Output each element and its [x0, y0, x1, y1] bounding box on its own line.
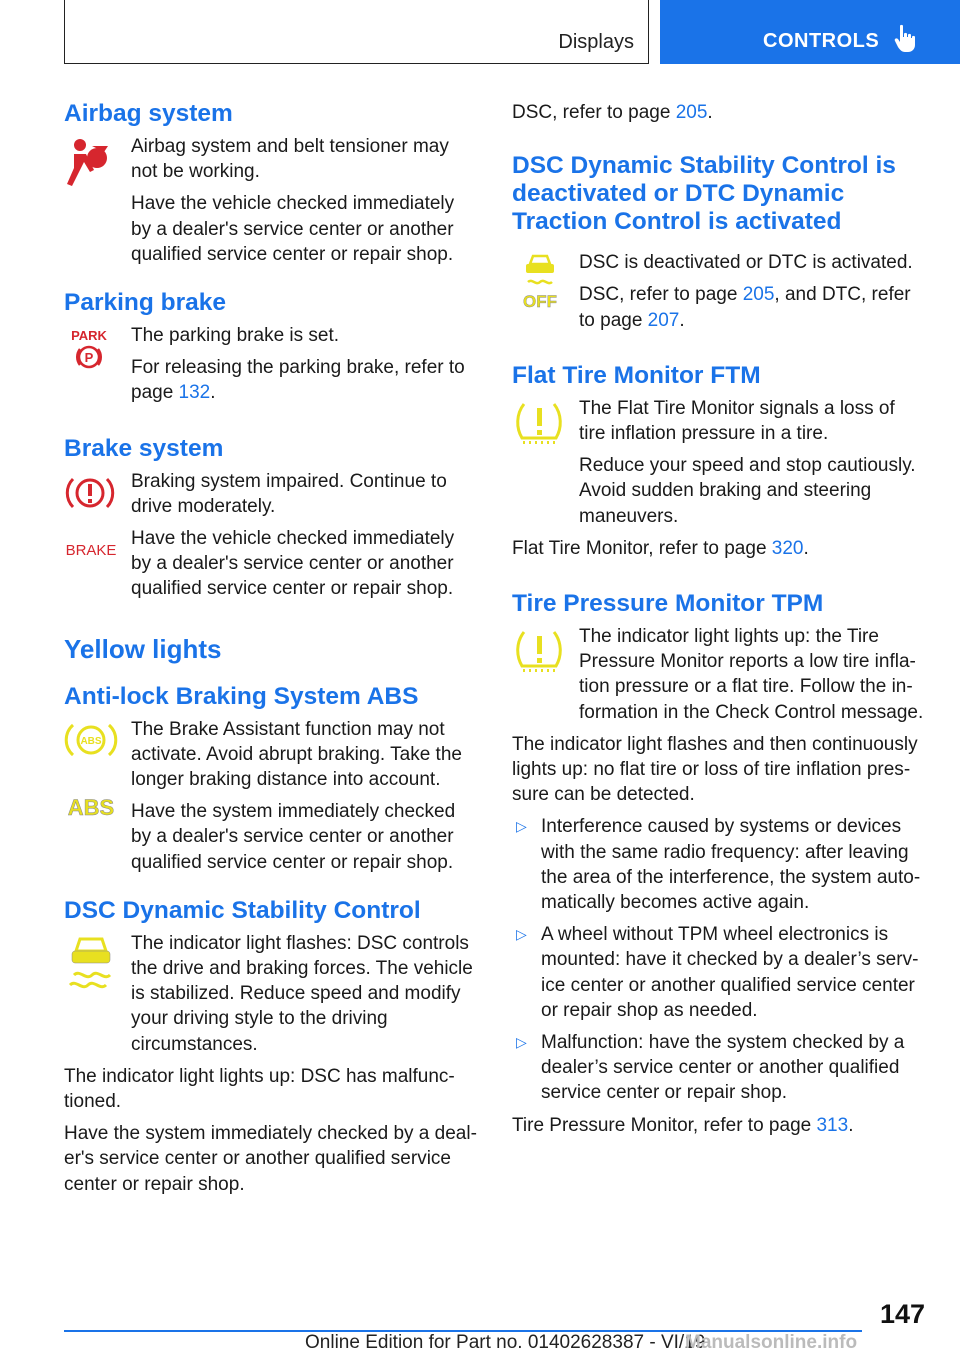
dsc-text-1: The indicator light flashes: DSC controls the drive and braking forces. The vehicle is stabilized. Reduce speed and modify your driving style to the driving circumstances. — [131, 932, 473, 1055]
dsc-text-3: Have the system immediately checked by a dealer's service center or another qualified service center or repair shop. — [64, 1123, 477, 1195]
abs-text-2-content: Have the system immediately checked by a dealer's service center or another qualified service center or repair shop. — [131, 801, 456, 873]
list-item — [512, 1030, 926, 1106]
bullet-triangle-icon: ▷ — [516, 1034, 527, 1051]
pointing-hand-icon — [894, 24, 920, 54]
ftm-ref-line — [512, 536, 926, 561]
parking-brake-icon — [64, 325, 131, 381]
tpm-heading: Tire Pressure Monitor TPM — [512, 590, 824, 618]
parking-brake-text-1: The parking brake is set. — [131, 325, 340, 347]
abs-text-1: The Brake Assistant function may not activate. Avoid abrupt braking. Take the longer braking distance into account. — [131, 718, 462, 791]
yellow-lights-heading: Yellow lights — [64, 633, 222, 664]
footer-edition: Online Edition for Part no. 01402628387 - VI/19 — [305, 1332, 706, 1353]
header-chapter-label: CONTROLS — [763, 30, 880, 52]
ftm-text-2-content: Reduce your speed and stop cautiously. Avoid sudden braking and steering maneuvers. — [579, 455, 916, 527]
brake-text-icon — [64, 535, 120, 565]
ftm-indicator-icon — [512, 398, 579, 454]
dsc-text-2: The indicator light lights up: DSC has malfunctioned. — [64, 1065, 455, 1113]
svg-text:PARK: PARK — [71, 328, 107, 344]
brake-system-text-1: Braking system impaired. Continue to drive moderately. — [131, 470, 447, 517]
dsc-ref-end: . — [707, 102, 713, 123]
tpm-ref-end: . — [848, 1114, 854, 1136]
dsc-off-ref-text: DSC, refer to page — [579, 284, 743, 306]
dsc-off-section — [512, 152, 926, 340]
dsc-off-indicator-icon — [512, 252, 579, 312]
page-link-205[interactable]: 205 — [675, 102, 708, 123]
header-section-label: Displays — [558, 31, 634, 53]
svg-text:ABS: ABS — [67, 794, 115, 820]
dsc-off-text-1: DSC is deactivated or DTC is activated. — [579, 252, 913, 274]
bullet-text: Malfunction: have the system checked by a dealer’s service center or another qualified service center or repair shop. — [541, 1032, 905, 1104]
parking-brake-heading: Parking brake — [64, 289, 227, 317]
svg-text:P: P — [84, 350, 94, 366]
page-link-132[interactable]: 132 — [178, 382, 211, 404]
ftm-text-2 — [579, 453, 926, 529]
bullet-text: Interference caused by systems or devices with the same radio frequency: after leaving the area of the interference, the system automatically becomes active again. — [541, 816, 921, 914]
parking-brake-text-2 — [131, 355, 478, 405]
brake-system-text-2: Have the vehicle checked immediately by a dealer's service center or another qualified service center or repair shop. — [131, 528, 455, 600]
abs-text-2 — [131, 799, 478, 875]
brake-warning-icon — [64, 471, 131, 583]
ftm-section — [512, 362, 926, 568]
airbag-text-1: Airbag system and belt tensioner may not be working. — [131, 136, 449, 183]
ftm-ref-text: Flat Tire Monitor, refer to page — [512, 537, 772, 559]
header-section-box — [64, 0, 649, 64]
dsc-off-ref-mid: , and DTC, refer to page — [579, 284, 911, 331]
page-link-320[interactable]: 320 — [771, 537, 804, 559]
dsc-heading: DSC Dynamic Stability Control — [64, 896, 421, 924]
header-chapter-tab[interactable] — [660, 0, 960, 64]
page-number: 147 — [879, 1299, 925, 1329]
bullet-triangle-icon: ▷ — [516, 818, 527, 835]
dsc-off-heading: DSC Dynamic Stability Control is deactivated or DTC Dynamic Traction Control is activated — [512, 152, 896, 236]
bullet-triangle-icon: ▷ — [516, 926, 527, 943]
page-link-207[interactable]: 207 — [647, 309, 680, 331]
ftm-ref-end: . — [803, 537, 809, 559]
airbag-text-2 — [131, 191, 478, 267]
airbag-section — [64, 100, 478, 267]
dsc-section — [64, 897, 478, 1204]
ftm-heading: Flat Tire Monitor FTM — [512, 361, 761, 389]
list-item — [512, 814, 926, 915]
dsc-ref-line — [512, 100, 926, 125]
list-item — [512, 922, 926, 1023]
dsc-ref-text: DSC, refer to page — [512, 102, 676, 123]
footer-watermark: Manualsonline.info — [685, 1332, 858, 1353]
tpm-indicator-icon — [512, 626, 579, 682]
airbag-heading: Airbag system — [64, 100, 233, 127]
tpm-ref-text: Tire Pressure Monitor, refer to page — [512, 1114, 817, 1136]
svg-text:ABS: ABS — [80, 735, 102, 747]
ftm-text-1: The Flat Tire Monitor signals a loss of tire inflation pressure in a tire. — [579, 397, 895, 445]
tpm-ref-line — [512, 1113, 926, 1138]
page-link-313[interactable]: 313 — [816, 1114, 849, 1136]
tpm-text-2: The indicator light flashes and then continuously lights up: no flat tire or loss of tire inflation pressure can be detected. — [512, 733, 918, 806]
page-link-205b[interactable]: 205 — [742, 284, 775, 306]
parking-brake-ref-end: . — [210, 382, 216, 404]
airbag-text-2-content: Have the vehicle checked immediately by a dealer's service center or another qualified service center or repair shop. — [131, 193, 455, 265]
dsc-indicator-icon — [64, 933, 131, 993]
brake-system-heading: Brake system — [64, 434, 224, 462]
airbag-warning-icon — [64, 136, 131, 192]
dsc-off-ref-end: . — [679, 309, 685, 331]
parking-brake-section — [64, 289, 478, 413]
right-column — [512, 100, 926, 1145]
abs-section — [64, 683, 478, 875]
svg-text:OFF: OFF — [523, 292, 557, 312]
tpm-section — [512, 590, 926, 1145]
bullet-text: A wheel without TPM wheel electronics is mounted: have it checked by a dealer’s service center or another qualified service center or repair shop as needed. — [541, 924, 919, 1021]
svg-text:BRAKE: BRAKE — [65, 541, 117, 559]
tpm-bullet-list — [512, 814, 926, 1105]
brake-system-section — [64, 435, 478, 609]
dsc-off-text-2 — [579, 282, 926, 332]
left-column — [64, 100, 478, 1204]
abs-indicator-icon — [64, 719, 131, 824]
tpm-text-1: The indicator light lights up: the Tire Pressure Monitor reports a low tire inflation pressure or a flat tire. Follow the information in the Check Control message. — [579, 626, 924, 723]
abs-heading: Anti-lock Braking System ABS — [64, 682, 419, 710]
parking-brake-ref-text: For releasing the parking brake, refer to page — [131, 357, 465, 404]
